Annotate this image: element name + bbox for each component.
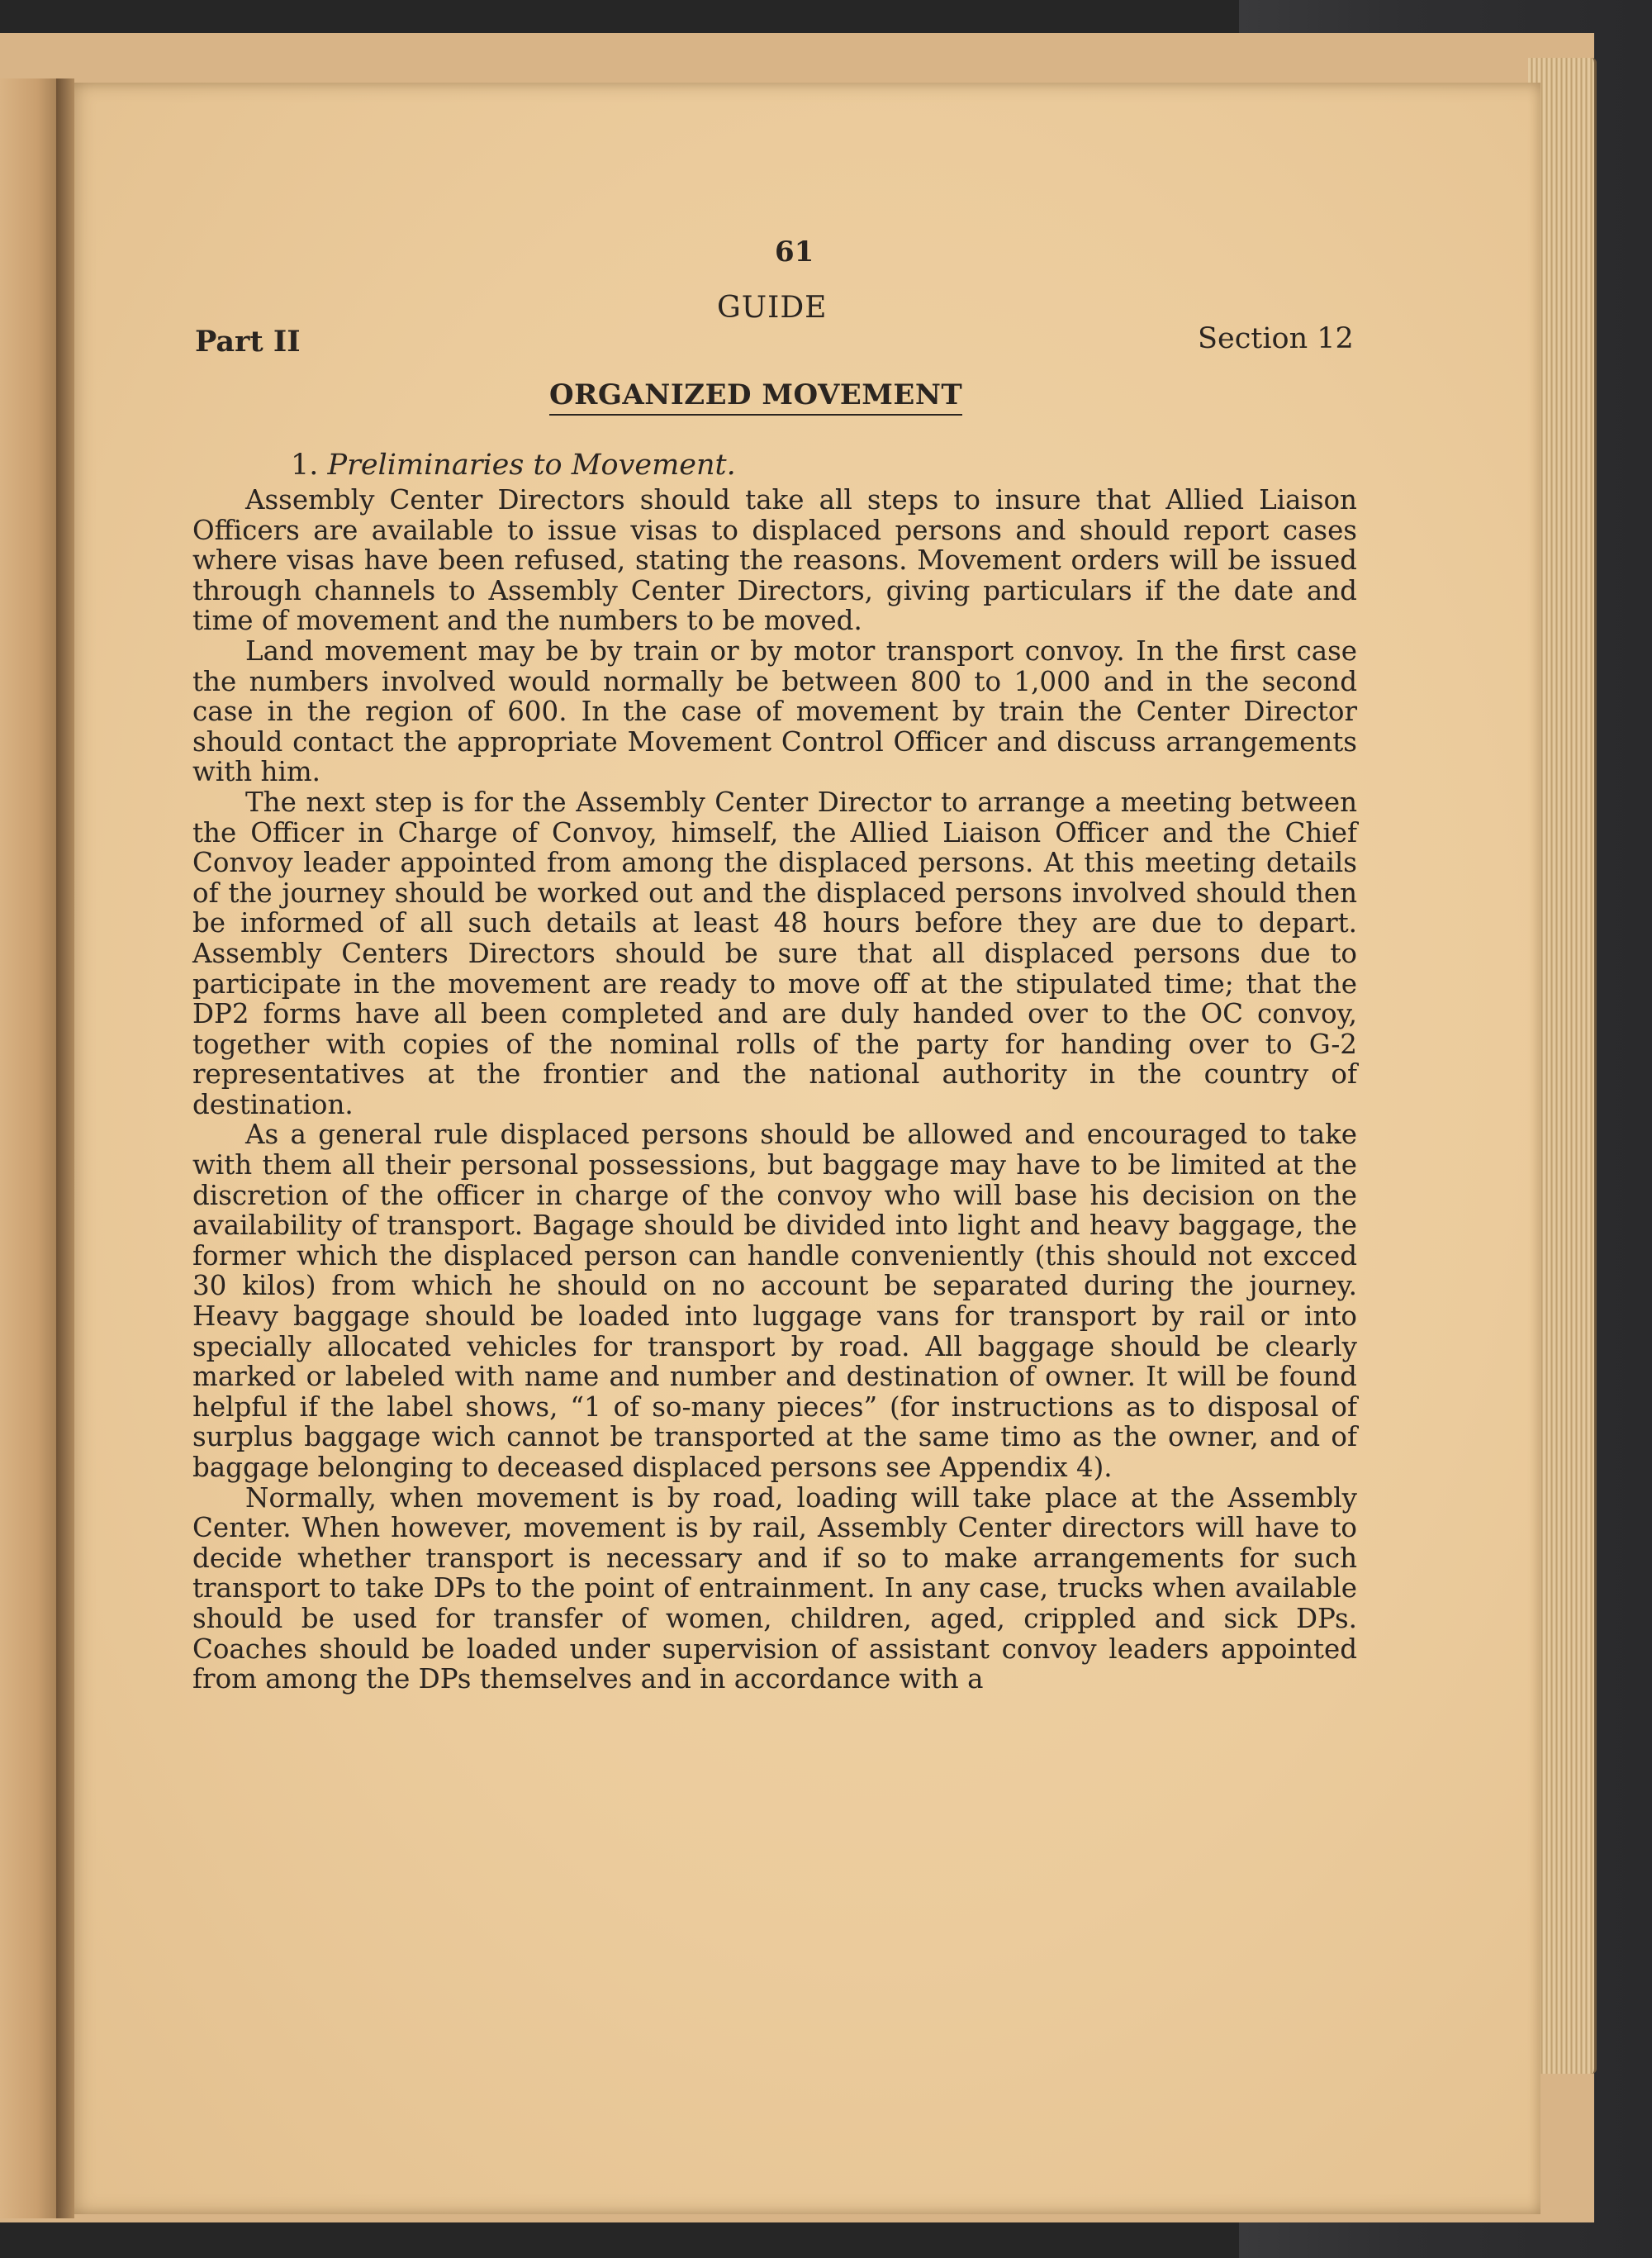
subheading (291, 449, 736, 482)
running-title: GUIDE (717, 291, 828, 325)
body-text (192, 485, 1357, 1695)
left-page-edge (0, 78, 62, 2218)
paragraph: Normally, when movement is by road, loading will take place at the Assembly Center. When however, movement is by rail, Assembly Center directors will have to decide whether transport is necessary and if so to make arrangements for such transport to take DPs to the point of entrainment. In any case, trucks when available should be used for transfer of women, children, aged, crippled and sick DPs. Coaches should be loaded under supervision of assistant convoy leaders appointed from among the DPs themselves and in accordance with a (192, 1481, 1357, 1695)
subheading-number: 1. (291, 449, 319, 482)
page-number: 61 (775, 235, 814, 269)
section-heading: ORGANIZED MOVEMENT (549, 378, 962, 416)
paragraph: The next step is for the Assembly Center Director to arrange a meeting between the Officer in Charge of Convoy, himself, the Allied Liaison Officer and the Chief Convoy leader appointed from among the displaced persons. At this meeting details of the journey should be worked out and the displaced persons involved should then be informed of all such details at least 48 hours before they are due to depart. Assembly Centers Directors should be sure that all displaced persons due to participate in the movement are ready to move off at the stipulated time; that the DP2 forms have all been completed and are duly handed over to the OC convoy, together with copies of the nominal rolls of the party for handing over to G-2 representatives at the frontier and the national authority in the country of destination. (192, 786, 1357, 1120)
subheading-title: Preliminaries to Movement. (327, 449, 736, 482)
book-gutter (56, 78, 74, 2218)
section-label: Section 12 (1198, 322, 1354, 355)
paragraph: Land movement may be by train or by motor transport convoy. In the first case the numbers involved would normally be between 800 to 1,000 and in the second case in the region of 600. In the case of movement by train the Center Director should contact the appropriate Movement Control Officer and discuss arrangements with him. (192, 635, 1357, 788)
paragraph: Assembly Center Directors should take all steps to insure that Allied Liaison Officers are available to issue visas to displaced persons and should report cases where visas have been refused, stating the reasons. Movement orders will be issued through channels to Assembly Center Directors, giving particulars if the date and time of movement and the numbers to be moved. (192, 484, 1357, 637)
paragraph: As a general rule displaced persons should be allowed and encouraged to take with them all their personal possessions, but baggage may have to be limited at the discretion of the officer in charge of the convoy who will base his decision on the availability of transport. Bagage should be divided into light and heavy baggage, the former which the displaced person can handle conveniently (this should not excced 30 kilos) from which he should on no account be separated during the journey. Heavy baggage should be loaded into luggage vans for transport by rail or into specially allocated vehicles for transport by road. All baggage should be clearly marked or labeled with name and number and destination of owner. It will be found helpful if the label shows, “1 of so-many pieces” (for instructions as to disposal of surplus baggage wich cannot be transported at the same timo as the owner, and of baggage belonging to deceased displaced persons see Appendix 4). (192, 1119, 1357, 1483)
part-label: Part II (195, 325, 301, 359)
